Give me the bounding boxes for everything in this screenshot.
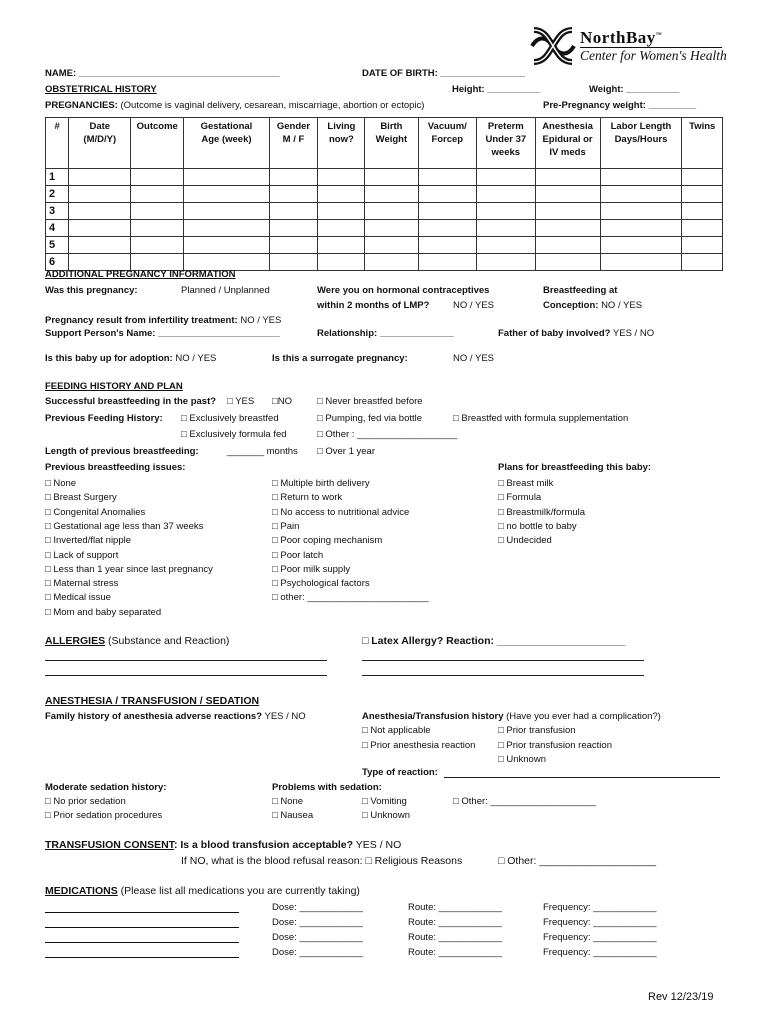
table-body [46,169,723,271]
pregnancy-table [45,117,723,271]
table-header-3 [184,118,269,169]
table-cell[interactable] [600,169,682,186]
table-cell[interactable] [131,186,184,203]
checkbox-option[interactable]: □ No access to nutritional advice [272,506,410,518]
medication-frequency-field[interactable]: Frequency: ____________ [543,932,657,943]
hormonal-question-1: Were you on hormonal contraceptives [317,285,490,296]
table-header-10 [600,118,682,169]
medication-frequency-field[interactable]: Frequency: ____________ [543,947,657,958]
vomiting-checkbox[interactable]: □ Vomiting [362,796,407,807]
table-cell[interactable] [365,169,418,186]
table-cell[interactable] [131,237,184,254]
plans-heading: Plans for breastfeeding this baby: [498,462,652,473]
table-cell[interactable] [269,237,318,254]
checkbox-option[interactable]: □ Psychological factors [272,578,370,590]
table-cell[interactable] [184,254,269,271]
dob-field[interactable]: DATE OF BIRTH: ________________ [362,68,525,79]
table-cell[interactable] [184,186,269,203]
table-cell[interactable] [69,203,131,220]
father-answer[interactable]: YES / NO [612,328,655,339]
table-cell[interactable] [184,220,269,237]
not-applicable-checkbox[interactable]: □ Not applicable [362,725,431,736]
table-cell[interactable] [682,186,723,203]
table-header-line: Days/Hours [614,134,668,145]
table-cell[interactable] [365,254,418,271]
successful-yes-checkbox[interactable]: □ YES [227,396,255,407]
exclusively-breastfed-checkbox[interactable]: □ Exclusively breastfed [181,413,279,424]
table-cell[interactable] [600,203,682,220]
medication-route-field[interactable]: Route: ____________ [408,932,503,943]
table-header-line: Gestational [200,121,253,132]
table-cell[interactable] [365,237,418,254]
medication-frequency-field[interactable]: Frequency: ____________ [543,902,657,913]
bf-conception-answer[interactable]: NO / YES [601,300,643,311]
name-field[interactable]: NAME: ______________________________________ [45,68,280,79]
transfusion-heading: TRANSFUSION CONSENT [45,839,174,851]
medication-dose-field[interactable]: Dose: ____________ [272,947,363,958]
sedation-unknown-checkbox[interactable]: □ Unknown [362,810,410,821]
table-header-line: Living [327,121,356,132]
sedation-none-checkbox[interactable]: □ None [272,796,304,807]
medication-dose-field[interactable]: Dose: ____________ [272,902,363,913]
table-header-line: # [54,121,60,132]
table-cell[interactable] [184,237,269,254]
checkbox-option[interactable]: □ Congenital Anomalies [45,506,146,518]
table-header-6 [365,118,418,169]
successful-no-checkbox[interactable]: □NO [272,396,292,407]
table-header-5 [318,118,365,169]
problems-sedation-label: Problems with sedation: [272,782,382,793]
planned-unplanned-option[interactable]: Planned / Unplanned [181,285,270,296]
table-cell[interactable] [184,169,269,186]
table-header-line: Forcep [431,134,464,145]
table-header-line: Weight [375,134,408,145]
latex-allergy-field[interactable]: □ Latex Allergy? Reaction: ______________________ [362,635,626,647]
support-person-field[interactable]: Support Person's Name: _______________________ [45,328,280,339]
transfusion-question: : Is a blood transfusion acceptable? [173,839,354,851]
height-field[interactable]: Height: __________ [452,84,541,95]
table-cell[interactable] [69,169,131,186]
logo-subtitle: Center for Women's Health [580,48,727,63]
table-header-line: Gender [276,121,311,132]
additional-info-heading: ADDITIONAL PREGNANCY INFORMATION [45,269,236,280]
checkbox-option[interactable]: □ Multiple birth delivery [272,478,370,489]
table-header-line: Labor Length [610,121,672,132]
table-header-line: now? [328,134,354,145]
row-number: 2 [46,186,69,203]
table-header-line: Birth [380,121,403,132]
table-cell[interactable] [477,220,536,237]
hormonal-question-2: within 2 months of LMP? [317,300,430,311]
checkbox-option[interactable]: □ Less than 1 year since last pregnancy [45,563,213,575]
table-cell[interactable] [682,237,723,254]
father-label: Father of baby involved? [498,328,611,339]
table-cell[interactable] [69,220,131,237]
exclusively-formula-checkbox[interactable]: □ Exclusively formula fed [181,429,287,440]
surrogate-answer[interactable]: NO / YES [453,353,495,364]
table-cell[interactable] [131,220,184,237]
table-cell[interactable] [600,254,682,271]
latex-line-2[interactable] [362,675,644,676]
table-header-line: IV meds [549,147,586,158]
table-header-line: Anesthesia [542,121,593,132]
checkbox-option[interactable]: □ Pain [272,520,300,532]
table-header-row [46,118,723,169]
hormonal-answer[interactable]: NO / YES [453,300,495,311]
table-cell[interactable] [418,254,477,271]
medication-name-line[interactable] [45,927,239,928]
checkbox-option[interactable]: □ Breastmilk/formula [498,506,586,518]
table-cell[interactable] [365,203,418,220]
table-cell[interactable] [535,220,600,237]
other-feeding-checkbox[interactable]: □ Other : ___________________ [317,429,458,440]
table-cell[interactable] [418,220,477,237]
was-this-pregnancy-label: Was this pregnancy: [45,285,138,296]
table-header-7 [418,118,477,169]
table-cell[interactable] [69,237,131,254]
allergies-heading: ALLERGIES [45,635,106,647]
sedation-other-checkbox[interactable]: □ Other: ____________________ [453,796,597,807]
table-header-9 [535,118,600,169]
table-header-line: Vacuum/ [427,121,467,132]
checkbox-option[interactable]: □ Mom and baby separated [45,606,162,618]
table-cell[interactable] [477,186,536,203]
months-field[interactable]: _______ months [227,446,298,457]
type-reaction-label: Type of reaction: [362,767,438,778]
table-cell[interactable] [69,254,131,271]
row-number: 5 [46,237,69,254]
issues-heading: Previous breastfeeding issues: [45,462,186,473]
table-header-line: (M/D/Y) [83,134,117,145]
checkbox-option[interactable]: □ Undecided [498,535,552,547]
table-row [46,203,723,220]
table-header-1 [69,118,131,169]
bf-conception-2: Conception: [543,300,599,311]
checkbox-option[interactable]: □ Inverted/flat nipple [45,535,132,547]
table-cell[interactable] [535,186,600,203]
medication-route-field[interactable]: Route: ____________ [408,902,503,913]
table-cell[interactable] [535,254,600,271]
row-number: 1 [46,169,69,186]
table-cell[interactable] [269,203,318,220]
table-header-2 [131,118,184,169]
table-header-line: Epidural or [542,134,593,145]
table-cell[interactable] [418,169,477,186]
prior-anesthesia-checkbox[interactable]: □ Prior anesthesia reaction [362,740,476,751]
table-cell[interactable] [418,237,477,254]
over-year-checkbox[interactable]: □ Over 1 year [317,446,376,457]
table-cell[interactable] [600,186,682,203]
checkbox-option[interactable]: □ None [45,478,77,489]
anesthesia-heading: ANESTHESIA / TRANSFUSION / SEDATION [45,695,260,707]
prior-transfusion-reaction-checkbox[interactable]: □ Prior transfusion reaction [498,740,612,751]
pregnancies-line [45,100,424,111]
table-cell[interactable] [318,169,365,186]
allergy-line-2[interactable] [45,675,327,676]
bf-conception-1: Breastfeeding at [543,285,618,296]
nausea-checkbox[interactable]: □ Nausea [272,810,314,821]
table-cell[interactable] [69,186,131,203]
table-cell[interactable] [682,203,723,220]
medication-route-field[interactable]: Route: ____________ [408,947,503,958]
checkbox-option[interactable]: □ other: _______________________ [272,592,429,604]
medication-name-line[interactable] [45,942,239,943]
table-cell[interactable] [365,220,418,237]
surrogate-label: Is this a surrogate pregnancy: [272,353,408,364]
table-header-line: Twins [689,121,716,132]
table-cell[interactable] [318,254,365,271]
infertility-label: Pregnancy result from infertility treatment: [45,315,238,326]
medications-note: (Please list all medications you are currently taking) [120,885,360,897]
table-cell[interactable] [269,169,318,186]
table-cell[interactable] [365,186,418,203]
table-cell[interactable] [318,220,365,237]
adoption-answer[interactable]: NO / YES [175,353,217,364]
checkbox-option[interactable]: □ Poor coping mechanism [272,535,383,547]
checkbox-option[interactable]: □ Breast milk [498,478,554,489]
table-cell[interactable] [269,254,318,271]
table-header-11 [682,118,723,169]
type-reaction-line[interactable] [444,777,720,778]
pumping-checkbox[interactable]: □ Pumping, fed via bottle [317,413,423,424]
table-cell[interactable] [535,237,600,254]
previous-feeding-label: Previous Feeding History: [45,413,163,424]
row-number: 3 [46,203,69,220]
table-header-8 [477,118,536,169]
table-header-4 [269,118,318,169]
infertility-answer[interactable]: NO / YES [240,315,282,326]
anesthesia-history-label: Anesthesia/Transfusion history [362,711,504,722]
table-cell[interactable] [682,169,723,186]
no-prior-sedation-checkbox[interactable]: □ No prior sedation [45,796,126,807]
table-header-0 [46,118,69,169]
checkbox-option[interactable]: □ Gestational age less than 37 weeks [45,520,204,532]
prepregnancy-weight-field[interactable]: Pre-Pregnancy weight: _________ [543,100,697,111]
pregnancies-label: PREGNANCIES: [45,100,118,111]
table-cell[interactable] [318,186,365,203]
checkbox-option[interactable]: □ no bottle to baby [498,520,577,532]
northbay-knot-icon [530,24,576,68]
transfusion-answer[interactable]: YES / NO [355,839,402,851]
table-cell[interactable] [535,203,600,220]
table-cell[interactable] [682,220,723,237]
table-header-line: Age (week) [201,134,252,145]
table-cell[interactable] [184,203,269,220]
table-cell[interactable] [418,186,477,203]
prior-transfusion-checkbox[interactable]: □ Prior transfusion [498,725,576,736]
table-cell[interactable] [682,254,723,271]
length-bf-label: Length of previous breastfeeding: [45,446,199,457]
table-row [46,220,723,237]
refusal-other-field[interactable]: □ Other: ____________________ [498,855,657,867]
table-cell[interactable] [535,169,600,186]
successful-bf-label: Successful breastfeeding in the past? [45,396,217,407]
checkbox-option[interactable]: □ Poor latch [272,549,324,561]
table-cell[interactable] [269,220,318,237]
pregnancies-note: (Outcome is vaginal delivery, cesarean, miscarriage, abortion or ectopic) [120,100,425,111]
table-row [46,237,723,254]
table-header-line: Date [89,121,111,132]
allergies-note: (Substance and Reaction) [108,635,230,647]
revision-date: Rev 12/23/19 [648,991,714,1003]
refusal-reason-line[interactable]: If NO, what is the blood refusal reason: □ Religious Reasons [181,855,463,867]
unknown-history-checkbox[interactable]: □ Unknown [498,754,546,765]
table-cell[interactable] [131,203,184,220]
relationship-field[interactable]: Relationship: ______________ [317,328,454,339]
table-header-line: Preterm [487,121,524,132]
table-cell[interactable] [131,254,184,271]
table-cell[interactable] [318,237,365,254]
checkbox-option[interactable]: □ Poor milk supply [272,563,351,575]
northbay-logo [530,24,730,70]
row-number: 4 [46,220,69,237]
checkbox-option[interactable]: □ Maternal stress [45,578,119,590]
bf-formula-checkbox[interactable]: □ Breastfed with formula supplementation [453,413,629,424]
table-cell[interactable] [269,186,318,203]
family-history-answer[interactable]: YES / NO [264,711,306,722]
table-header-line: Under 37 [485,134,527,145]
medication-dose-field[interactable]: Dose: ____________ [272,917,363,928]
medication-dose-field[interactable]: Dose: ____________ [272,932,363,943]
moderate-sedation-label: Moderate sedation history: [45,782,167,793]
family-history-label: Family history of anesthesia adverse reactions? [45,711,263,722]
table-cell[interactable] [477,169,536,186]
allergy-line-1[interactable] [45,660,327,661]
checkbox-option[interactable]: □ Medical issue [45,592,111,604]
table-row [46,169,723,186]
medication-name-line[interactable] [45,957,239,958]
feeding-heading: FEEDING HISTORY AND PLAN [45,381,183,392]
table-header-line: Outcome [136,121,178,132]
prior-sedation-checkbox[interactable]: □ Prior sedation procedures [45,810,163,821]
checkbox-option[interactable]: □ Breast Surgery [45,492,117,504]
checkbox-option[interactable]: □ Lack of support [45,549,119,561]
table-header-line: M / F [282,134,305,145]
medication-frequency-field[interactable]: Frequency: ____________ [543,917,657,928]
table-cell[interactable] [477,203,536,220]
table-row [46,186,723,203]
medication-name-line[interactable] [45,912,239,913]
weight-field[interactable]: Weight: __________ [589,84,680,95]
row-number: 6 [46,254,69,271]
table-row [46,254,723,271]
table-cell[interactable] [477,237,536,254]
adoption-label: Is this baby up for adoption: [45,353,173,364]
checkbox-option[interactable]: □ Return to work [272,492,343,504]
table-header-line: weeks [491,147,521,158]
table-cell[interactable] [318,203,365,220]
table-cell[interactable] [131,169,184,186]
table-cell[interactable] [600,220,682,237]
latex-line-1[interactable] [362,660,644,661]
medication-route-field[interactable]: Route: ____________ [408,917,503,928]
logo-brand: NorthBay™ [580,28,663,47]
table-cell[interactable] [477,254,536,271]
table-cell[interactable] [600,237,682,254]
table-cell[interactable] [418,203,477,220]
anesthesia-history-note: (Have you ever had a complication?) [506,711,661,722]
obstetrical-history-heading: OBSTETRICAL HISTORY [45,84,157,95]
checkbox-option[interactable]: □ Formula [498,492,542,504]
never-breastfed-checkbox[interactable]: □ Never breastfed before [317,396,423,407]
medications-heading: MEDICATIONS [45,885,118,897]
